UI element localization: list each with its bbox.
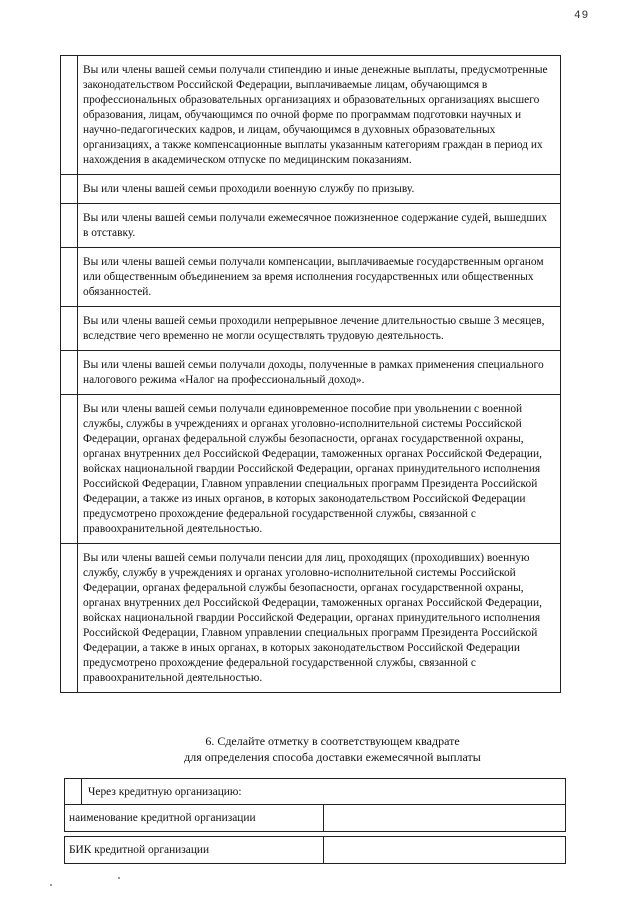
question-checkbox[interactable]: [61, 351, 78, 395]
section-6-title-line-2: для определения способа доставки ежемесячной выплаты: [184, 750, 481, 764]
question-text: Вы или члены вашей семьи проходили непрерывное лечение длительностью свыше 3 месяцев, вследствие чего временно не могли осуществлять трудовую деятельность.: [78, 307, 561, 351]
question-checkbox[interactable]: [61, 307, 78, 351]
credit-org-checkbox[interactable]: [65, 779, 82, 805]
question-text: Вы или члены вашей семьи получали единовременное пособие при увольнении с военной службы, службы в учреждениях и органах уголовно-исполнительной системы Российской Федерации, органах федеральной службы безопасности, органах государственной охраны, органах внутренних дел Российской Федерации, таможенных органах Российской Федерации, войсках национальной гвардии Российской Федерации, органах принудительного исполнения Российской Федерации, Главном управлении специальных программ Президента Российской Федерации, а также из иных органов, в которых законодательством Российской Федерации предусмотрено прохождение федеральной государственной службы, связанной с правоохранительной деятельностью.: [78, 395, 561, 544]
question-text: Вы или члены вашей семьи получали ежемесячное пожизненное содержание судей, вышедших в отставку.: [78, 204, 561, 248]
page-number: 49: [574, 10, 590, 22]
question-checkbox[interactable]: [61, 175, 78, 204]
question-row: [61, 248, 561, 307]
scan-speck: [118, 877, 120, 879]
question-checkbox[interactable]: [61, 248, 78, 307]
questions-table: [60, 55, 561, 693]
question-checkbox[interactable]: [61, 544, 78, 693]
question-checkbox[interactable]: [61, 395, 78, 544]
question-text: Вы или члены вашей семьи проходили военную службу по призыву.: [78, 175, 561, 204]
section-6-title-line-1: 6. Сделайте отметку в соответствующем квадрате: [205, 734, 460, 748]
question-checkbox[interactable]: [61, 204, 78, 248]
question-row: [61, 56, 561, 175]
question-row: [61, 395, 561, 544]
question-checkbox[interactable]: [61, 56, 78, 175]
delivery-method-table: [64, 778, 566, 864]
bank-name-label: наименование кредитной организации: [65, 805, 324, 832]
scan-speck: [50, 884, 52, 886]
credit-org-option-label: Через кредитную организацию:: [82, 779, 566, 805]
bik-label: БИК кредитной организации: [65, 837, 324, 864]
bank-name-field[interactable]: [324, 805, 566, 832]
question-text: Вы или члены вашей семьи получали стипендию и иные денежные выплаты, предусмотренные законодательством Российской Федерации, выплачиваемые лицам, обучающимся в профессиональных образовательных организациях и образовательных организациях высшего образования, лицам, обучающимся по очной форме по программам подготовки научных и научно-педагогических кадров, и лицам, обучающимся в духовных образовательных организациях, а также компенсационные выплаты указанным категориям граждан в период их нахождения в академическом отпуске по медицинским показаниям.: [78, 56, 561, 175]
question-row: [61, 351, 561, 395]
question-text: Вы или члены вашей семьи получали пенсии для лиц, проходящих (проходивших) военную службу, службу в учреждениях и органах уголовно-исполнительной системы Российской Федерации, органах федеральной службы безопасности, органах государственной охраны, органах внутренних дел Российской Федерации, таможенных органах Российской Федерации, войсках национальной гвардии Российской Федерации, органах принудительного исполнения Российской Федерации, Главном управлении специальных программ Президента Российской Федерации, а также в иных органах, в которых законодательством Российской Федерации предусмотрено прохождение федеральной государственной службы, связанной с правоохранительной деятельностью.: [78, 544, 561, 693]
question-row: [61, 307, 561, 351]
section-6-title: [60, 733, 605, 765]
delivery-option-row: [65, 779, 566, 805]
question-text: Вы или члены вашей семьи получали доходы, полученные в рамках применения специального налогового режима «Налог на профессиональный доход».: [78, 351, 561, 395]
question-row: [61, 175, 561, 204]
question-row: [61, 544, 561, 693]
bik-row: [65, 837, 566, 864]
bank-name-row: [65, 805, 566, 832]
question-text: Вы или члены вашей семьи получали компенсации, выплачиваемые государственным органом или общественным объединением за время исполнения государственных или общественных обязанностей.: [78, 248, 561, 307]
question-row: [61, 204, 561, 248]
bik-field[interactable]: [324, 837, 566, 864]
